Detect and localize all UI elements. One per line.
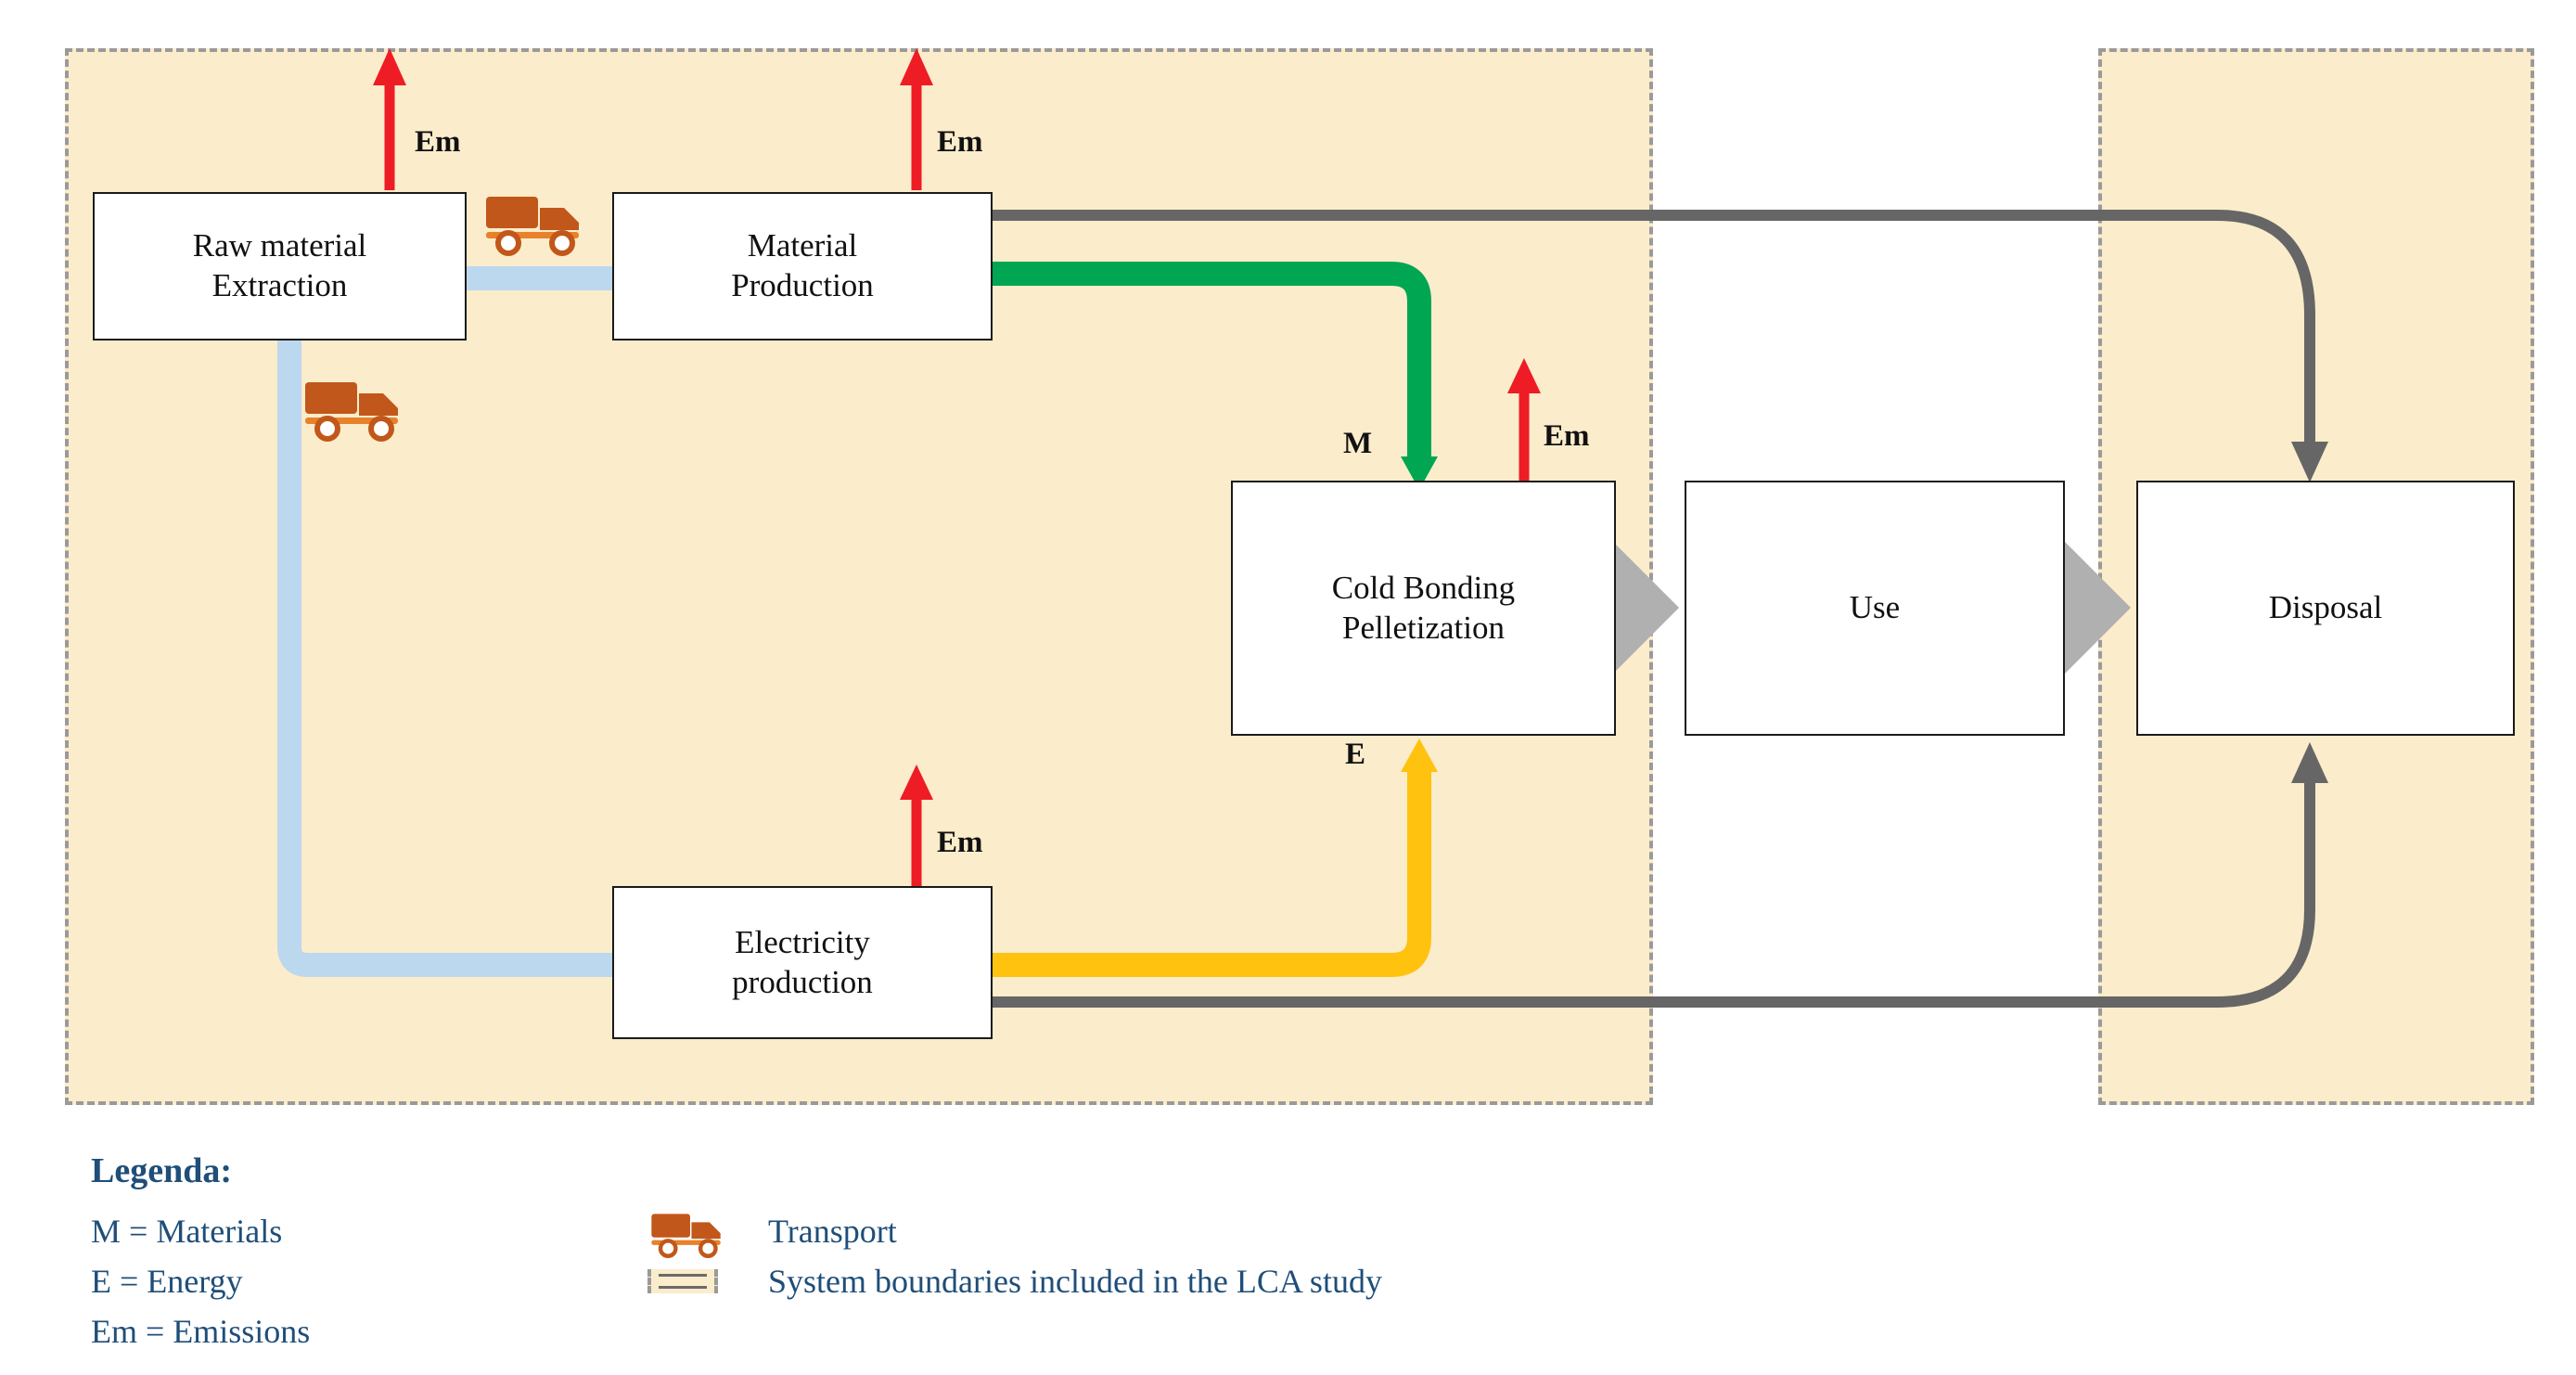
label-materials: M: [1343, 427, 1373, 460]
label-emissions-electricity: Em: [937, 826, 983, 859]
process-label-line2: production: [732, 963, 873, 1000]
process-box-raw-material-extraction: [93, 192, 467, 341]
legend-term-item: [91, 1306, 647, 1356]
process-label-line2: Production: [731, 267, 874, 303]
process-label: [193, 226, 367, 305]
process-label: Use: [1849, 589, 1901, 626]
label-emissions-material-production: Em: [937, 125, 983, 159]
truck-icon: [301, 369, 405, 446]
process-label-line1: Cold Bonding: [1331, 569, 1516, 606]
legend-term-label: M = Materials: [91, 1212, 283, 1250]
process-label-line1: Material: [747, 227, 858, 264]
process-label-line2: Extraction: [211, 267, 348, 303]
legend-symbol-item: [647, 1206, 1382, 1256]
chevron-right-icon: [1609, 538, 1679, 677]
legend-term-item: [91, 1256, 647, 1306]
truck-icon: [647, 1204, 768, 1258]
legend-symbol-label: Transport: [768, 1212, 897, 1250]
process-box-disposal: [2136, 481, 2515, 736]
legend-term-label: Em = Emissions: [91, 1312, 311, 1350]
process-label: [732, 923, 873, 1002]
process-label: Disposal: [2268, 589, 2383, 626]
system-boundary-icon: [647, 1269, 768, 1293]
process-box-electricity-production: [612, 886, 993, 1039]
process-label-line1: Electricity: [735, 923, 870, 960]
process-label-line2: Pelletization: [1342, 609, 1505, 646]
legend: [91, 1150, 1946, 1356]
legend-symbol-item: [647, 1256, 1382, 1306]
process-label: [731, 226, 874, 305]
legend-terms: [91, 1206, 647, 1356]
label-emissions-cold-bonding: Em: [1544, 419, 1590, 453]
chevron-right-icon: [2061, 538, 2131, 677]
process-box-cold-bonding-pelletization: [1231, 481, 1616, 736]
legend-symbol-label: System boundaries included in the LCA study: [768, 1262, 1382, 1300]
process-label: [1332, 569, 1515, 648]
legend-symbols: [647, 1206, 1382, 1306]
legend-title: Legenda:: [91, 1151, 232, 1190]
process-box-material-production: [612, 192, 993, 341]
process-box-use: [1685, 481, 2065, 736]
truck-icon: [482, 184, 586, 261]
process-label-line1: Raw material: [192, 227, 367, 264]
legend-term-item: [91, 1206, 647, 1256]
legend-term-label: E = Energy: [91, 1262, 243, 1300]
label-energy: E: [1345, 738, 1366, 771]
label-emissions-raw-material: Em: [415, 125, 461, 159]
